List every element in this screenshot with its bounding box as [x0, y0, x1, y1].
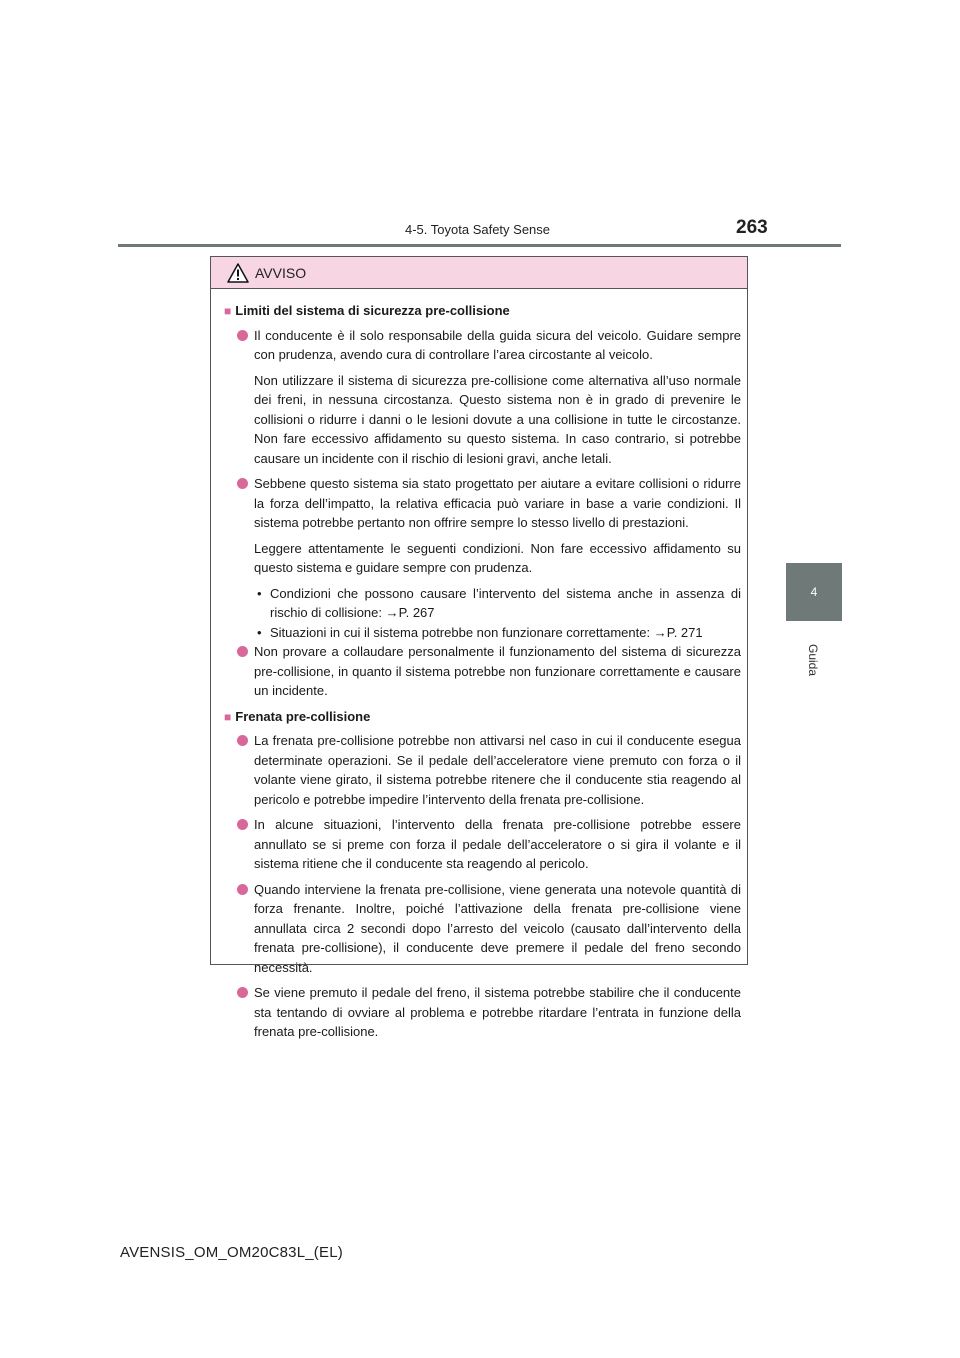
bullet-item [224, 642, 741, 701]
warning-triangle-icon [227, 263, 249, 283]
round-bullet-icon [237, 987, 248, 998]
sub-item-text: Situazioni in cui il sistema potrebbe non funzionare correttamente: →P. 271 [270, 624, 703, 640]
page-number: 263 [736, 217, 768, 238]
section-title [224, 301, 741, 322]
sub-item-text: Condizioni che possono causare l’intervento del sistema anche in assenza di rischio di collisione: →P. 267 [270, 585, 741, 620]
warning-box [210, 256, 748, 1039]
bullet-item [224, 731, 741, 809]
round-bullet-icon [237, 330, 248, 341]
bullet-text: La frenata pre-collisione potrebbe non attivarsi nel caso in cui il conducente esegua determinate operazioni. Se il pedale dell’acceleratore viene premuto con forza o il volante viene girato, il sistema potrebbe ritenere che il conducente stia reagendo al pericolo e potrebbe impedire l’intervento della frenata pre-collisione. [254, 733, 741, 807]
footer-model-code: AVENSIS_OM_OM20C83L_(EL) [120, 1244, 343, 1261]
bullet-item [224, 326, 741, 365]
header-section-title: 4-5. Toyota Safety Sense [405, 222, 551, 237]
bullet-text: Il conducente è il solo responsabile della guida sicura del veicolo. Guidare sempre con prudenza, avendo cura di controllare l’area circostante al veicolo. [254, 327, 741, 362]
bullet-item [224, 474, 741, 533]
header-rule [118, 244, 841, 247]
sub-item [224, 584, 741, 623]
round-bullet-icon [237, 884, 248, 895]
square-bullet-icon: ■ [224, 709, 232, 724]
bullet-item [224, 880, 741, 978]
round-bullet-icon [237, 819, 248, 830]
warning-body [211, 289, 747, 1042]
square-bullet-icon: ■ [224, 304, 232, 318]
bullet-paragraph: Leggere attentamente le seguenti condizioni. Non fare eccessivo affidamento su questo sistema e guidare sempre con prudenza. [254, 540, 741, 575]
bullet-item [224, 815, 741, 874]
section-title [224, 707, 741, 728]
sub-bullet-icon: • [257, 624, 262, 640]
round-bullet-icon [237, 735, 248, 746]
bullet-text: Non provare a collaudare personalmente il funzionamento del sistema di sicurezza pre-collisione, in quanto il sistema potrebbe non funzionare correttamente e causare un incidente. [254, 644, 741, 698]
bullet-text: Quando interviene la frenata pre-collisione, viene generata una notevole quantità di forza frenante. Inoltre, poiché l’attivazione della frenata pre-collisione viene annullata circa 2 secondi dopo l’arresto del veicolo (causato dall’intervento della frenata pre-collisione), il conducente deve premere il pedale del freno secondo necessità. [254, 881, 741, 975]
bullet-text: Se viene premuto il pedale del freno, il sistema potrebbe stabilire che il conducente sta tentando di ovviare al problema e potrebbe ritardare l’entrata in funzione della frenata pre-collisione. [254, 985, 741, 1039]
sub-item [224, 623, 741, 643]
bullet-text: Sebbene questo sistema sia stato progettato per aiutare a evitare collisioni o ridurre la forza dell’impatto, la relativa efficacia può variare in base a varie condizioni. Il sistema potrebbe pertanto non offrire sempre lo stesso livello di prestazioni. [254, 476, 741, 530]
round-bullet-icon [237, 646, 248, 657]
chapter-label: Guida [806, 643, 820, 677]
chapter-tab: 4 [786, 563, 842, 621]
bullet-item [224, 983, 741, 1042]
warning-title: AVVISO [255, 264, 307, 281]
section-title-text: Limiti del sistema di sicurezza pre-collisione [235, 303, 510, 318]
warning-header [211, 257, 747, 289]
bullet-paragraph: Non utilizzare il sistema di sicurezza pre-collisione come alternativa all’uso normale dei freni, in nessuna circostanza. Questo sistema non è in grado di prevenire le collisioni o ridurre i danni o le lesioni dovute a una collisione in tutte le circostanze. Non fare eccessivo affidamento su questo sistema. In caso contrario, si potrebbe causare un incidente con il rischio di lesioni gravi, anche letali. [254, 372, 741, 466]
bullet-text: In alcune situazioni, l’intervento della frenata pre-collisione potrebbe essere annullato se si preme con forza il pedale dell’acceleratore o si gira il volante e il sistema ritiene che il conducente sta reagendo al pericolo. [254, 817, 741, 871]
section-title-text: Frenata pre-collisione [235, 708, 371, 724]
round-bullet-icon [237, 478, 248, 489]
sub-bullet-icon: • [257, 585, 262, 601]
